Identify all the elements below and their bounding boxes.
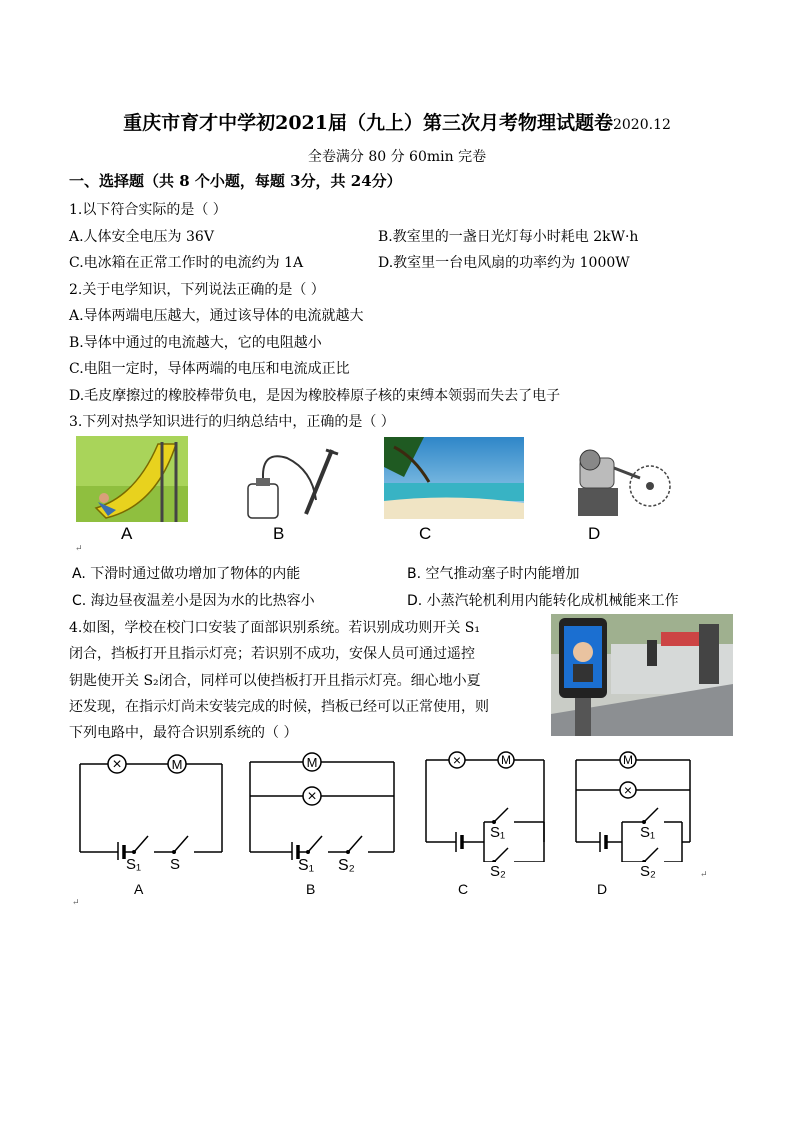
q3-pic-label-b: B xyxy=(273,524,285,543)
title-text: 重庆市育才中学初2021届（九上）第三次月考物理试题卷 xyxy=(123,112,613,134)
lamp-icon: × xyxy=(307,788,317,805)
circuit-a-s-label: S xyxy=(170,856,181,873)
q3-option-a: A. 下滑时通过做功增加了物体的内能 xyxy=(72,566,301,582)
motor-icon: M xyxy=(306,755,318,770)
circuit-b-s2-label: S₂ xyxy=(338,857,355,874)
q3-option-c: C. 海边昼夜温差小是因为水的比热容小 xyxy=(72,593,315,609)
q3-option-d: D. 小蒸汽轮机利用内能转化成机械能来工作 xyxy=(407,593,679,609)
slide-picture xyxy=(76,436,188,522)
circuit-a xyxy=(78,752,224,860)
circuit-b-s1-label: S₁ xyxy=(298,857,315,874)
circuit-d-s1-label: S₁ xyxy=(640,824,656,841)
exam-subtitle: 全卷满分 80 分 60min 完卷 xyxy=(307,149,487,165)
q1-option-b: B.教室里的一盏日光灯每小时耗电 2kW·h xyxy=(378,229,639,245)
circuit-caption-a: A xyxy=(134,881,144,897)
q3-stem: 3.下列对热学知识进行的归纳总结中，正确的是（ ） xyxy=(69,414,395,430)
q4-line-4: 还发现，在指示灯尚未安装完成的时候，挡板已经可以正常使用，则 xyxy=(69,699,489,715)
q1-option-d: D.教室里一台电风扇的功率约为 1000W xyxy=(378,255,630,271)
q2-option-d: D.毛皮摩擦过的橡胶棒带负电，是因为橡胶棒原子核的束缚本领弱而失去了电子 xyxy=(69,388,561,404)
q2-option-c: C.电阻一定时，导体两端的电压和电流成正比 xyxy=(69,361,350,377)
q1-stem: 1.以下符合实际的是（ ） xyxy=(69,202,227,218)
circuit-caption-b: B xyxy=(306,881,316,897)
paragraph-mark: ↵ xyxy=(72,898,80,908)
q2-option-b: B.导体中通过的电流越大，它的电阻越小 xyxy=(69,335,322,351)
circuit-b xyxy=(248,750,396,860)
beach-picture xyxy=(384,437,524,519)
paragraph-mark: ↵ xyxy=(700,870,708,880)
circuit-caption-d: D xyxy=(597,881,608,897)
q2-option-a: A.导体两端电压越大，通过该导体的电流就越大 xyxy=(69,308,364,324)
q4-line-2: 闭合，挡板打开且指示灯亮；若识别不成功，安保人员可通过遥控 xyxy=(69,646,475,662)
q3-pic-label-d: D xyxy=(588,524,601,543)
q3-option-b: B. 空气推动塞子时内能增加 xyxy=(407,566,580,582)
circuit-d xyxy=(574,750,692,862)
circuit-c-s2-label: S₂ xyxy=(490,863,506,880)
lamp-icon: × xyxy=(452,752,462,768)
motor-icon: M xyxy=(623,753,633,767)
q1-option-c: C.电冰箱在正常工作时的电流约为 1A xyxy=(69,255,304,271)
circuit-c xyxy=(424,750,546,862)
lamp-icon: × xyxy=(112,756,122,773)
motor-icon: M xyxy=(501,753,511,767)
q1-option-a: A.人体安全电压为 36V xyxy=(69,229,214,245)
q4-line-5: 下列电路中，最符合识别系统的（ ） xyxy=(69,725,298,741)
q3-pic-label-a: A xyxy=(121,524,133,543)
paragraph-mark: ↵ xyxy=(75,544,83,554)
page-title xyxy=(0,108,794,135)
circuit-caption-c: C xyxy=(458,881,469,897)
face-recognition-photo xyxy=(551,614,733,736)
motor-icon: M xyxy=(171,757,183,772)
section-heading: 一、选择题（共 8 个小题，每题 3分，共 24分） xyxy=(69,172,402,190)
circuit-d-s2-label: S₂ xyxy=(640,863,656,880)
steam-turbine-picture xyxy=(570,438,678,520)
q4-line-3: 钥匙使开关 S₂闭合，同样可以使挡板打开且指示灯亮。细心地小夏 xyxy=(69,673,481,689)
q2-stem: 2.关于电学知识，下列说法正确的是（ ） xyxy=(69,282,325,298)
circuit-c-s1-label: S₁ xyxy=(490,824,506,841)
exam-date: 2020.12 xyxy=(612,117,671,133)
lamp-icon: × xyxy=(623,782,633,798)
bottle-pump-picture xyxy=(242,440,340,520)
q3-pic-label-c: C xyxy=(419,524,432,543)
circuit-a-s1-label: S₁ xyxy=(126,856,142,873)
q4-line-1: 4.如图，学校在校门口安装了面部识别系统。若识别成功则开关 S₁ xyxy=(69,620,481,636)
